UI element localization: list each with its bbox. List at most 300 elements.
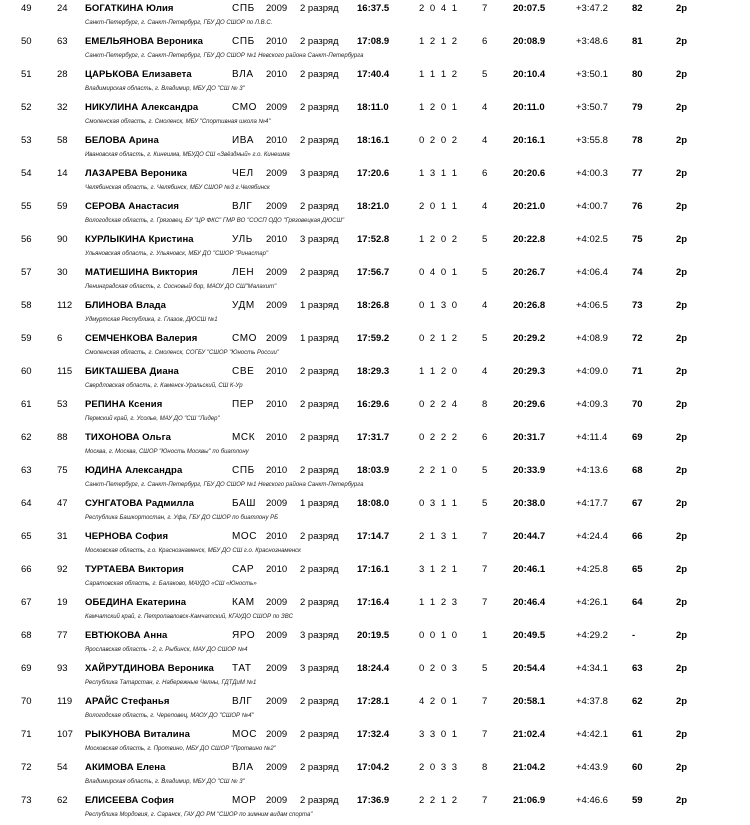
points-cell: 65	[632, 564, 643, 575]
table-row	[0, 759, 750, 792]
shooting-cell: 1 2 0 1	[419, 102, 459, 113]
place-cell: 58	[21, 300, 32, 311]
region-code-cell: МОР	[232, 795, 257, 806]
points-cell: 67	[632, 498, 643, 509]
course-time-cell: 18:03.9	[357, 465, 390, 476]
points-cell: 78	[632, 135, 643, 146]
club-cell: Владимирская область, г. Владимир, МБУ ДО "СШ № 3"	[85, 86, 245, 92]
region-code-cell: ВЛГ	[232, 201, 253, 212]
bib-cell: 92	[57, 564, 68, 575]
result-time-cell: 20:58.1	[513, 696, 546, 707]
sport-rank-cell: 2 разряд	[300, 102, 339, 113]
club-cell: Московская область, г. Протвино, МБУ ДО СШОР "Протвино №2"	[85, 746, 276, 752]
points-cell: 79	[632, 102, 643, 113]
category-cell: 2р	[676, 168, 688, 179]
region-code-cell: МСК	[232, 432, 256, 443]
penalties-cell: 5	[482, 333, 488, 344]
region-code-cell: ВЛА	[232, 762, 254, 773]
time-gap-cell: +3:50.1	[576, 69, 608, 80]
place-cell: 65	[21, 531, 32, 542]
birth-year-cell: 2010	[266, 135, 288, 146]
athlete-name-cell: ЧЕРНОВА София	[85, 531, 169, 542]
athlete-name-cell: СУНГАТОВА Радмилла	[85, 498, 195, 509]
shooting-cell: 0 2 1 2	[419, 333, 459, 344]
table-row	[0, 627, 750, 660]
penalties-cell: 5	[482, 267, 488, 278]
club-cell: Саратовская область, г. Балаково, МАУДО «СШ «Юность»	[85, 581, 257, 587]
time-gap-cell: +3:47.2	[576, 3, 608, 14]
shooting-cell: 1 1 2 0	[419, 366, 459, 377]
points-cell: 77	[632, 168, 643, 179]
shooting-cell: 2 1 3 1	[419, 531, 459, 542]
time-gap-cell: +4:26.1	[576, 597, 608, 608]
table-row	[0, 726, 750, 759]
birth-year-cell: 2010	[266, 366, 288, 377]
category-cell: 2р	[676, 366, 688, 377]
result-time-cell: 20:54.4	[513, 663, 546, 674]
points-cell: 81	[632, 36, 643, 47]
athlete-name-cell: ЮДИНА Александра	[85, 465, 183, 476]
penalties-cell: 7	[482, 564, 488, 575]
region-code-cell: СПБ	[232, 36, 255, 47]
club-cell: Республика Мордовия, г. Саранск, ГАУ ДО РМ "СШОР по зимним видам спорта"	[85, 812, 313, 818]
result-time-cell: 21:06.9	[513, 795, 546, 806]
place-cell: 67	[21, 597, 32, 608]
points-cell: 80	[632, 69, 643, 80]
athlete-name-cell: НИКУЛИНА Александра	[85, 102, 199, 113]
place-cell: 54	[21, 168, 32, 179]
time-gap-cell: +4:00.7	[576, 201, 608, 212]
penalties-cell: 6	[482, 36, 488, 47]
birth-year-cell: 2010	[266, 531, 288, 542]
place-cell: 49	[21, 3, 32, 14]
club-cell: Москва, г. Москва, СШОР "Юность Москвы" по биатлону	[85, 449, 249, 455]
birth-year-cell: 2009	[266, 267, 288, 278]
course-time-cell: 17:56.7	[357, 267, 390, 278]
penalties-cell: 1	[482, 630, 488, 641]
athlete-name-cell: ОБЕДИНА Екатерина	[85, 597, 187, 608]
category-cell: 2р	[676, 531, 688, 542]
sport-rank-cell: 2 разряд	[300, 135, 339, 146]
athlete-name-cell: СЕРОВА Анастасия	[85, 201, 180, 212]
table-row	[0, 693, 750, 726]
club-cell: Санкт-Петербург, г. Санкт-Петербург, ГБУ ДО СШОР №1 Невского района Санкт-Петербурга	[85, 482, 364, 488]
result-time-cell: 20:20.6	[513, 168, 546, 179]
course-time-cell: 17:59.2	[357, 333, 390, 344]
bib-cell: 19	[57, 597, 68, 608]
athlete-name-cell: ЕВТЮКОВА Анна	[85, 630, 168, 641]
sport-rank-cell: 2 разряд	[300, 795, 339, 806]
time-gap-cell: +4:00.3	[576, 168, 608, 179]
category-cell: 2р	[676, 564, 688, 575]
region-code-cell: ИВА	[232, 135, 254, 146]
athlete-name-cell: БЛИНОВА Влада	[85, 300, 167, 311]
bib-cell: 88	[57, 432, 68, 443]
table-row	[0, 132, 750, 165]
result-time-cell: 21:04.2	[513, 762, 546, 773]
course-time-cell: 18:11.0	[357, 102, 389, 113]
category-cell: 2р	[676, 696, 688, 707]
region-code-cell: МОС	[232, 729, 258, 740]
result-time-cell: 20:29.6	[513, 399, 546, 410]
course-time-cell: 18:29.3	[357, 366, 390, 377]
penalties-cell: 6	[482, 432, 488, 443]
shooting-cell: 0 2 0 2	[419, 135, 459, 146]
shooting-cell: 3 3 0 1	[419, 729, 459, 740]
bib-cell: 53	[57, 399, 68, 410]
penalties-cell: 7	[482, 531, 488, 542]
club-cell: Санкт-Петербург, г. Санкт-Петербург, ГБУ ДО СШОР по Л.В.С.	[85, 20, 273, 26]
region-code-cell: СПБ	[232, 465, 255, 476]
penalties-cell: 5	[482, 465, 488, 476]
course-time-cell: 20:19.5	[357, 630, 390, 641]
table-row	[0, 99, 750, 132]
course-time-cell: 18:26.8	[357, 300, 390, 311]
birth-year-cell: 2009	[266, 729, 288, 740]
region-code-cell: САР	[232, 564, 255, 575]
category-cell: 2р	[676, 630, 688, 641]
category-cell: 2р	[676, 135, 688, 146]
penalties-cell: 8	[482, 762, 488, 773]
athlete-name-cell: ТУРТАЕВА Виктория	[85, 564, 184, 575]
club-cell: Челябинская область, г. Челябинск, МБУ СШОР №3 г.Челябинск	[85, 185, 270, 191]
athlete-name-cell: СЕМЧЕНКОВА Валерия	[85, 333, 198, 344]
points-cell: 59	[632, 795, 643, 806]
club-cell: Ленинградская область, г. Сосновый бор, МАОУ ДО СШ"Малахит"	[85, 284, 277, 290]
penalties-cell: 7	[482, 729, 488, 740]
sport-rank-cell: 2 разряд	[300, 36, 339, 47]
place-cell: 62	[21, 432, 32, 443]
table-row	[0, 330, 750, 363]
athlete-name-cell: РЕПИНА Ксения	[85, 399, 163, 410]
athlete-name-cell: ТИХОНОВА Ольга	[85, 432, 172, 443]
points-cell: 76	[632, 201, 643, 212]
table-row	[0, 66, 750, 99]
club-cell: Ивановская область, г. Кинешма, МБУДО СШ «Звёздный» г.о. Кинешма	[85, 152, 290, 158]
region-code-cell: ВЛГ	[232, 696, 253, 707]
category-cell: 2р	[676, 663, 688, 674]
category-cell: 2р	[676, 333, 688, 344]
sport-rank-cell: 3 разряд	[300, 663, 339, 674]
penalties-cell: 5	[482, 498, 488, 509]
course-time-cell: 17:28.1	[357, 696, 390, 707]
bib-cell: 90	[57, 234, 68, 245]
athlete-name-cell: ЕЛИСЕЕВА София	[85, 795, 175, 806]
time-gap-cell: +4:06.4	[576, 267, 608, 278]
category-cell: 2р	[676, 795, 688, 806]
result-time-cell: 20:26.7	[513, 267, 546, 278]
category-cell: 2р	[676, 729, 688, 740]
region-code-cell: ЧЕЛ	[232, 168, 254, 179]
region-code-cell: СПБ	[232, 3, 255, 14]
region-code-cell: ПЕР	[232, 399, 255, 410]
region-code-cell: УЛЬ	[232, 234, 253, 245]
penalties-cell: 4	[482, 102, 488, 113]
sport-rank-cell: 3 разряд	[300, 168, 339, 179]
time-gap-cell: +4:24.4	[576, 531, 608, 542]
club-cell: Московская область, г.о. Краснознаменск, МБУ ДО СШ г.о. Краснознаменск	[85, 548, 301, 554]
time-gap-cell: +3:55.8	[576, 135, 608, 146]
course-time-cell: 17:16.4	[357, 597, 390, 608]
club-cell: Свердловская область, г. Каменск-Уральский, СШ К-Ур	[85, 383, 243, 389]
result-time-cell: 20:11.0	[513, 102, 545, 113]
sport-rank-cell: 2 разряд	[300, 267, 339, 278]
points-cell: 75	[632, 234, 643, 245]
club-cell: Смоленская область, г. Смоленск, СОГБУ "СШОР "Юность России"	[85, 350, 280, 356]
place-cell: 56	[21, 234, 32, 245]
points-cell: 74	[632, 267, 643, 278]
place-cell: 57	[21, 267, 32, 278]
result-time-cell: 20:44.7	[513, 531, 546, 542]
bib-cell: 28	[57, 69, 68, 80]
birth-year-cell: 2009	[266, 102, 288, 113]
sport-rank-cell: 2 разряд	[300, 3, 339, 14]
birth-year-cell: 2009	[266, 498, 288, 509]
place-cell: 69	[21, 663, 32, 674]
points-cell: 69	[632, 432, 643, 443]
points-cell: 63	[632, 663, 643, 674]
sport-rank-cell: 2 разряд	[300, 432, 339, 443]
athlete-name-cell: РЫКУНОВА Виталина	[85, 729, 190, 740]
sport-rank-cell: 2 разряд	[300, 597, 339, 608]
penalties-cell: 8	[482, 399, 488, 410]
points-cell: 68	[632, 465, 643, 476]
club-cell: Пермский край, г. Усолье, МАУ ДО "СШ "Лидер"	[85, 416, 220, 422]
result-time-cell: 20:46.4	[513, 597, 546, 608]
place-cell: 53	[21, 135, 32, 146]
bib-cell: 6	[57, 333, 63, 344]
bib-cell: 77	[57, 630, 68, 641]
region-code-cell: ВЛА	[232, 69, 254, 80]
points-cell: -	[632, 630, 636, 641]
bib-cell: 119	[57, 696, 73, 707]
category-cell: 2р	[676, 234, 688, 245]
points-cell: 73	[632, 300, 643, 311]
points-cell: 72	[632, 333, 643, 344]
birth-year-cell: 2010	[266, 432, 288, 443]
shooting-cell: 2 0 1 1	[419, 201, 459, 212]
course-time-cell: 18:08.0	[357, 498, 390, 509]
category-cell: 2р	[676, 762, 688, 773]
shooting-cell: 1 1 1 2	[419, 69, 459, 80]
birth-year-cell: 2010	[266, 36, 288, 47]
result-time-cell: 21:02.4	[513, 729, 546, 740]
table-row	[0, 231, 750, 264]
time-gap-cell: +4:09.3	[576, 399, 608, 410]
place-cell: 61	[21, 399, 32, 410]
time-gap-cell: +4:25.8	[576, 564, 608, 575]
club-cell: Вологодская область, г. Череповец, МАОУ ДО "СШОР №4"	[85, 713, 254, 719]
birth-year-cell: 2009	[266, 201, 288, 212]
category-cell: 2р	[676, 3, 688, 14]
table-row	[0, 363, 750, 396]
region-code-cell: ТАТ	[232, 663, 252, 674]
place-cell: 55	[21, 201, 32, 212]
region-code-cell: СВЕ	[232, 366, 255, 377]
birth-year-cell: 2010	[266, 465, 288, 476]
region-code-cell: БАШ	[232, 498, 256, 509]
sport-rank-cell: 2 разряд	[300, 399, 339, 410]
penalties-cell: 7	[482, 696, 488, 707]
region-code-cell: СМО	[232, 333, 258, 344]
table-row	[0, 165, 750, 198]
birth-year-cell: 2009	[266, 333, 288, 344]
bib-cell: 14	[57, 168, 68, 179]
result-time-cell: 20:49.5	[513, 630, 546, 641]
sport-rank-cell: 2 разряд	[300, 762, 339, 773]
points-cell: 71	[632, 366, 643, 377]
course-time-cell: 17:36.9	[357, 795, 390, 806]
table-row	[0, 495, 750, 528]
shooting-cell: 2 0 4 1	[419, 3, 459, 14]
place-cell: 60	[21, 366, 32, 377]
sport-rank-cell: 2 разряд	[300, 366, 339, 377]
birth-year-cell: 2009	[266, 597, 288, 608]
time-gap-cell: +4:02.5	[576, 234, 608, 245]
course-time-cell: 17:16.1	[357, 564, 390, 575]
time-gap-cell: +4:08.9	[576, 333, 608, 344]
points-cell: 66	[632, 531, 643, 542]
place-cell: 70	[21, 696, 32, 707]
course-time-cell: 18:24.4	[357, 663, 390, 674]
shooting-cell: 4 2 0 1	[419, 696, 459, 707]
athlete-name-cell: МАТИЕШИНА Виктория	[85, 267, 198, 278]
place-cell: 71	[21, 729, 32, 740]
region-code-cell: УДМ	[232, 300, 255, 311]
sport-rank-cell: 1 разряд	[300, 333, 339, 344]
bib-cell: 31	[57, 531, 68, 542]
shooting-cell: 1 3 1 1	[419, 168, 459, 179]
result-time-cell: 20:16.1	[513, 135, 546, 146]
result-time-cell: 20:38.0	[513, 498, 546, 509]
shooting-cell: 2 0 3 3	[419, 762, 459, 773]
sport-rank-cell: 2 разряд	[300, 69, 339, 80]
category-cell: 2р	[676, 102, 688, 113]
shooting-cell: 3 1 2 1	[419, 564, 459, 575]
region-code-cell: СМО	[232, 102, 258, 113]
points-cell: 64	[632, 597, 643, 608]
bib-cell: 59	[57, 201, 68, 212]
shooting-cell: 0 2 2 4	[419, 399, 459, 410]
club-cell: Вологодская область, г. Грязовец, БУ "ЦР ФКС" ГМР ВО "СОСП ОДО "Грязовецкая ДЮСШ"	[85, 218, 345, 224]
birth-year-cell: 2010	[266, 234, 288, 245]
points-cell: 60	[632, 762, 643, 773]
time-gap-cell: +4:11.4	[576, 432, 608, 443]
penalties-cell: 7	[482, 3, 488, 14]
table-row	[0, 297, 750, 330]
bib-cell: 24	[57, 3, 68, 14]
result-time-cell: 20:26.8	[513, 300, 546, 311]
course-time-cell: 17:52.8	[357, 234, 390, 245]
result-time-cell: 20:29.3	[513, 366, 546, 377]
athlete-name-cell: ЛАЗАРЕВА Вероника	[85, 168, 187, 179]
birth-year-cell: 2009	[266, 762, 288, 773]
category-cell: 2р	[676, 597, 688, 608]
sport-rank-cell: 3 разряд	[300, 630, 339, 641]
club-cell: Санкт-Петербург, г. Санкт-Петербург, ГБУ ДО СШОР №1 Невского района Санкт-Петербурга	[85, 53, 364, 59]
athlete-name-cell: БОГАТКИНА Юлия	[85, 3, 174, 14]
athlete-name-cell: БЕЛОВА Арина	[85, 135, 159, 146]
table-row	[0, 198, 750, 231]
time-gap-cell: +4:42.1	[576, 729, 608, 740]
course-time-cell: 17:08.9	[357, 36, 390, 47]
category-cell: 2р	[676, 201, 688, 212]
time-gap-cell: +3:48.6	[576, 36, 608, 47]
penalties-cell: 4	[482, 135, 488, 146]
sport-rank-cell: 2 разряд	[300, 531, 339, 542]
course-time-cell: 17:20.6	[357, 168, 390, 179]
bib-cell: 93	[57, 663, 68, 674]
course-time-cell: 16:29.6	[357, 399, 390, 410]
club-cell: Смоленская область, г. Смоленск, МБУ "Спортивная школа №4"	[85, 119, 271, 125]
bib-cell: 62	[57, 795, 68, 806]
club-cell: Удмуртская Республика, г. Глазов, ДЮСШ №1	[85, 317, 218, 323]
bib-cell: 115	[57, 366, 73, 377]
category-cell: 2р	[676, 300, 688, 311]
penalties-cell: 4	[482, 201, 488, 212]
athlete-name-cell: КУРЛЫКИНА Кристина	[85, 234, 194, 245]
birth-year-cell: 2009	[266, 663, 288, 674]
club-cell: Камчатский край, г. Петропавловск-Камчатский, КГАУДО СШОР по ЗВС	[85, 614, 293, 620]
club-cell: Ульяновская область, г. Ульяновск, МБУ ДО "СШОР "Ринастар"	[85, 251, 269, 257]
shooting-cell: 1 1 2 3	[419, 597, 459, 608]
athlete-name-cell: БИКТАШЕВА Диана	[85, 366, 179, 377]
table-row	[0, 396, 750, 429]
table-row	[0, 660, 750, 693]
athlete-name-cell: ХАЙРУТДИНОВА Вероника	[85, 663, 214, 674]
bib-cell: 75	[57, 465, 68, 476]
penalties-cell: 6	[482, 168, 488, 179]
time-gap-cell: +4:46.6	[576, 795, 608, 806]
club-cell: Республика Татарстан, г. Набережные Челны, ГДТДиМ №1	[85, 680, 257, 686]
birth-year-cell: 2009	[266, 696, 288, 707]
result-time-cell: 20:29.2	[513, 333, 546, 344]
penalties-cell: 5	[482, 234, 488, 245]
bib-cell: 32	[57, 102, 68, 113]
table-row	[0, 462, 750, 495]
shooting-cell: 0 3 1 1	[419, 498, 459, 509]
table-row	[0, 561, 750, 594]
place-cell: 59	[21, 333, 32, 344]
region-code-cell: МОС	[232, 531, 258, 542]
shooting-cell: 0 4 0 1	[419, 267, 459, 278]
athlete-name-cell: ЕМЕЛЬЯНОВА Вероника	[85, 36, 203, 47]
penalties-cell: 4	[482, 366, 488, 377]
table-row	[0, 528, 750, 561]
course-time-cell: 17:32.4	[357, 729, 390, 740]
course-time-cell: 18:21.0	[357, 201, 390, 212]
category-cell: 2р	[676, 69, 688, 80]
time-gap-cell: +3:50.7	[576, 102, 608, 113]
category-cell: 2р	[676, 465, 688, 476]
sport-rank-cell: 2 разряд	[300, 729, 339, 740]
sport-rank-cell: 3 разряд	[300, 234, 339, 245]
sport-rank-cell: 1 разряд	[300, 498, 339, 509]
sport-rank-cell: 1 разряд	[300, 300, 339, 311]
shooting-cell: 0 2 2 2	[419, 432, 459, 443]
place-cell: 72	[21, 762, 32, 773]
penalties-cell: 4	[482, 300, 488, 311]
shooting-cell: 0 0 1 0	[419, 630, 459, 641]
place-cell: 64	[21, 498, 32, 509]
club-cell: Ярославская область - 2, г. Рыбинск, МАУ ДО СШОР №4	[85, 647, 248, 653]
table-row	[0, 264, 750, 297]
category-cell: 2р	[676, 36, 688, 47]
penalties-cell: 7	[482, 795, 488, 806]
bib-cell: 107	[57, 729, 73, 740]
result-time-cell: 20:33.9	[513, 465, 546, 476]
points-cell: 70	[632, 399, 643, 410]
